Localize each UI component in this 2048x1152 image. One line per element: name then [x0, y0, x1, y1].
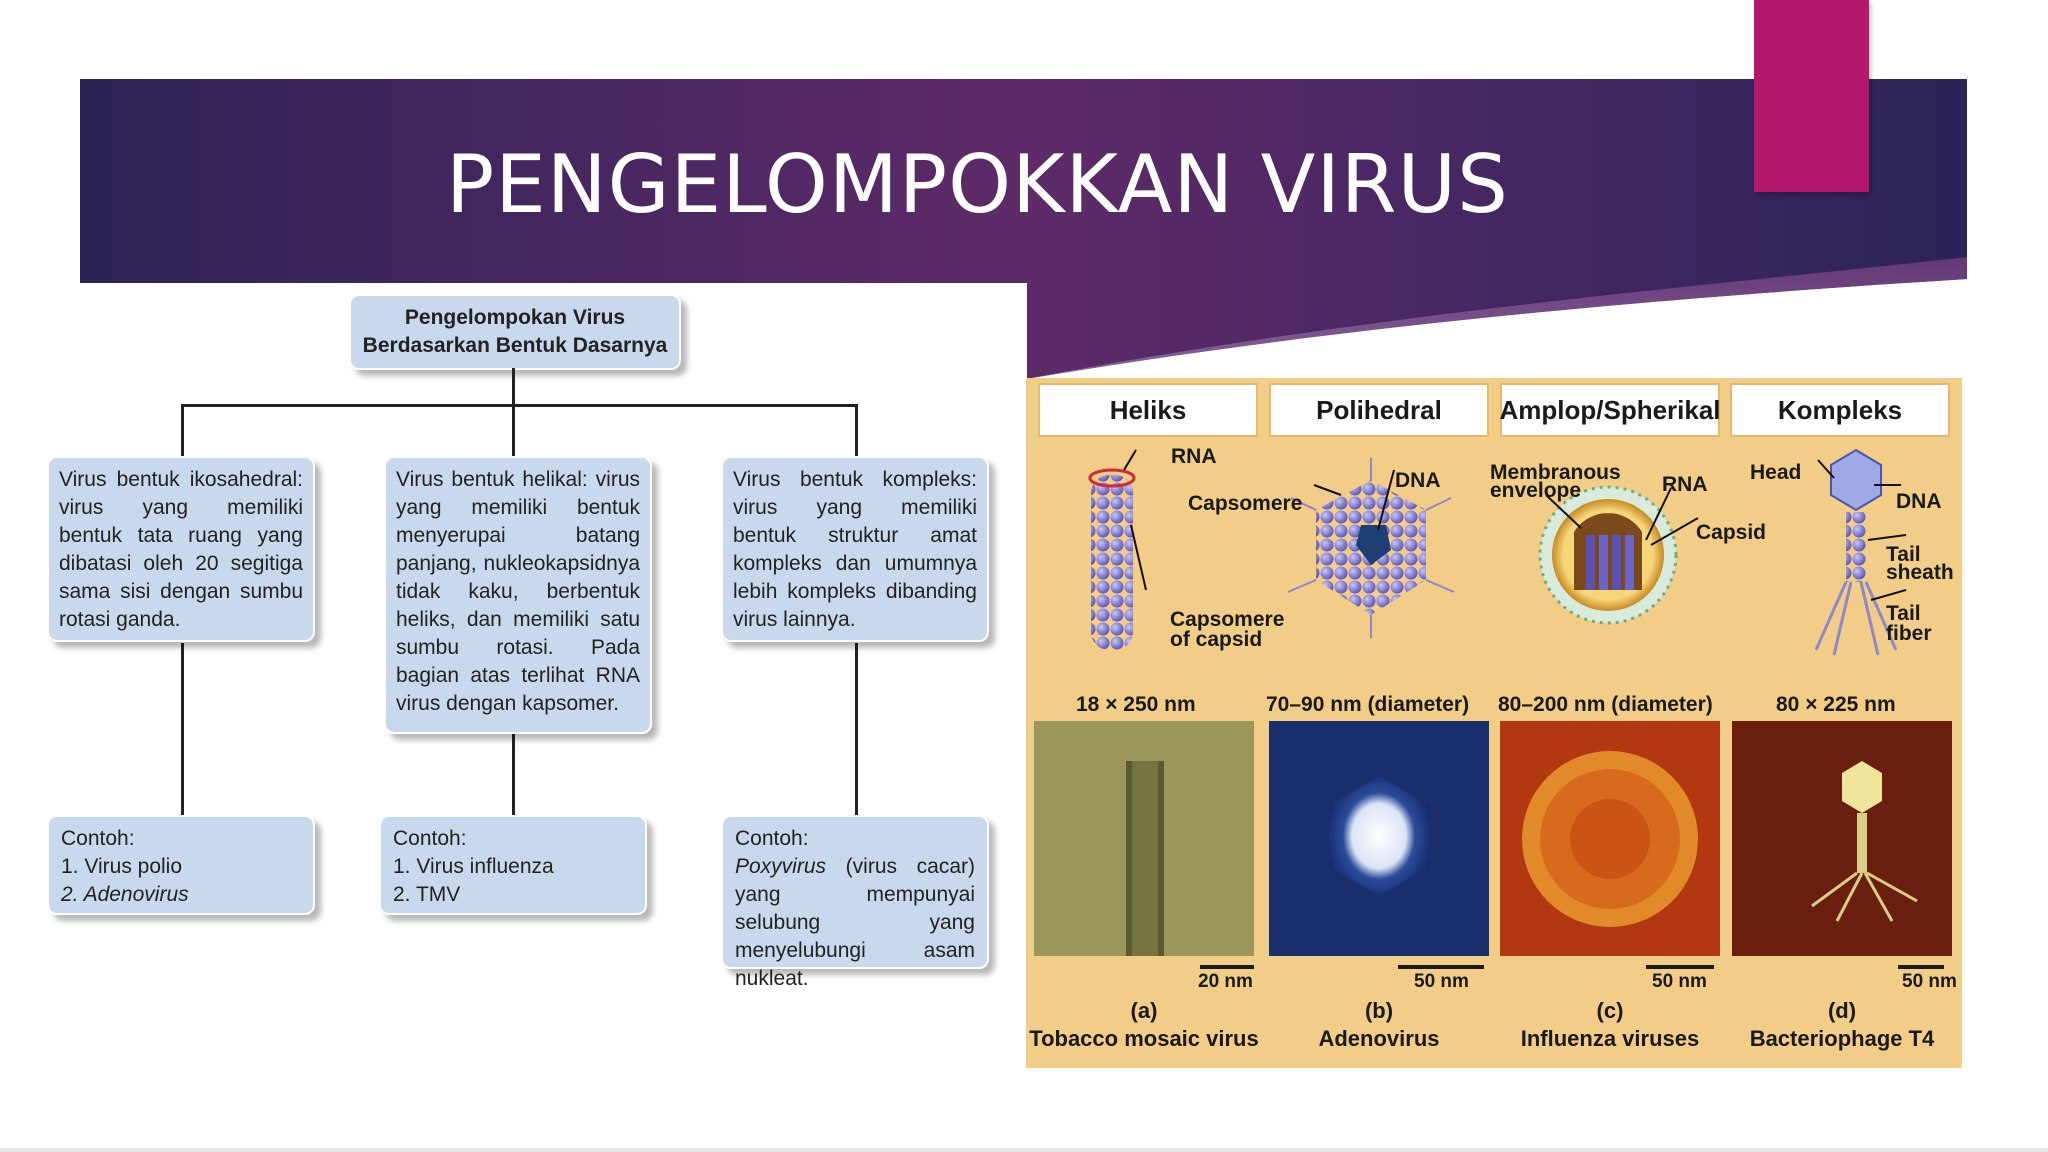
example-item: 1. Virus polio — [61, 855, 183, 878]
scale-d: 50 nm — [1902, 971, 1957, 992]
connector-middle-down — [512, 404, 515, 456]
helical-virus-drawing — [1090, 450, 1146, 650]
micrograph-adenovirus — [1269, 721, 1489, 956]
category-text: Virus bentuk helikal: virus yang memiliki bentuk menyerupai batang panjang, nukleokapsidnya tidak kaku, berbentuk heliks, dan memiliki satu sumbu rotasi. Pada bagian atas terlihat RNA virus dengan kapsomer. — [396, 468, 640, 715]
virus-shapes-figure — [1026, 378, 1962, 1068]
enveloped-virus-drawing — [1540, 487, 1698, 623]
example-italic: Poxyvirus — [735, 855, 827, 878]
label-membranous-2: envelope — [1490, 479, 1582, 502]
category-box-helical — [384, 456, 652, 734]
label-rna-enveloped: RNA — [1662, 473, 1708, 496]
slide-title: PENGELOMPOKKAN VIRUS — [446, 138, 1509, 231]
connector-right-down — [855, 404, 858, 456]
column-header-helix: Heliks — [1038, 383, 1258, 437]
connector-middle-example — [512, 734, 515, 815]
label-membranous-1: Membranous — [1490, 461, 1621, 484]
example-heading: Contoh: — [735, 827, 809, 850]
micrograph-tmv — [1034, 721, 1254, 956]
example-heading: Contoh: — [393, 827, 467, 850]
size-complex: 80 × 225 nm — [1776, 693, 1896, 716]
connector-horizontal — [181, 404, 858, 407]
label-capsomere-of-capsid-2: of capsid — [1170, 628, 1263, 651]
example-box-helical — [379, 815, 647, 915]
caption-c: Influenza viruses — [1520, 1026, 1700, 1051]
label-tail-sheath-1: Tail — [1886, 543, 1921, 566]
connector-left-example — [181, 643, 184, 815]
micrograph-bacteriophage — [1732, 721, 1952, 956]
caption-a: Tobacco mosaic virus — [1029, 1026, 1259, 1051]
label-capsomere: Capsomere — [1188, 492, 1303, 515]
example-box-icosahedral — [47, 815, 315, 915]
panel-letter-a: (a) — [1130, 998, 1158, 1023]
example-box-complex — [721, 815, 989, 990]
caption-b: Adenovirus — [1318, 1026, 1440, 1051]
size-helix: 18 × 250 nm — [1076, 693, 1196, 716]
example-heading: Contoh: — [61, 827, 135, 850]
category-box-icosahedral — [47, 456, 315, 642]
label-capsomere-of-capsid-1: Capsomere — [1170, 608, 1285, 631]
label-dna-phage: DNA — [1896, 490, 1942, 513]
panel-letter-b: (b) — [1364, 998, 1394, 1023]
column-header-enveloped: Amplop/Spherikal — [1500, 383, 1720, 437]
size-polyhedral: 70–90 nm (diameter) — [1266, 693, 1470, 716]
scale-bar-b — [1398, 965, 1484, 969]
root-line-2: Berdasarkan Bentuk Dasarnya — [362, 334, 668, 357]
diagram-root-box — [349, 294, 681, 370]
scale-bar-d — [1898, 965, 1944, 969]
scale-bar-a — [1200, 965, 1254, 969]
scale-a: 20 nm — [1198, 971, 1253, 992]
scale-b: 50 nm — [1414, 971, 1469, 992]
connector-left-down — [181, 404, 184, 456]
label-tail-fiber-2: fiber — [1886, 622, 1932, 645]
column-header-polyhedral: Polihedral — [1269, 383, 1489, 437]
scale-c: 50 nm — [1652, 971, 1707, 992]
label-capsid: Capsid — [1696, 521, 1767, 544]
category-text: Virus bentuk ikosahedral: virus yang memiliki bentuk tata ruang yang dibatasi oleh 20 segitiga sama sisi dengan sumbu rotasi ganda. — [59, 468, 303, 631]
accent-tab — [1754, 0, 1869, 192]
example-item: 1. Virus influenza — [393, 855, 554, 878]
label-head: Head — [1750, 461, 1802, 484]
example-rest: (virus cacar) yang mempunyai selubung yang menyelubungi asam nukleat. — [735, 855, 975, 990]
example-item: 2. Adenovirus — [61, 883, 189, 906]
label-rna-helix: RNA — [1171, 445, 1217, 468]
category-box-complex — [721, 456, 989, 642]
label-tail-fiber-1: Tail — [1886, 602, 1921, 625]
connector-root-down — [512, 368, 515, 406]
label-dna-polyhedral: DNA — [1395, 469, 1441, 492]
example-item: 2. TMV — [393, 883, 461, 906]
panel-letter-c: (c) — [1596, 998, 1624, 1023]
size-enveloped: 80–200 nm (diameter) — [1498, 693, 1713, 716]
scale-bar-c — [1646, 965, 1714, 969]
panel-letter-d: (d) — [1827, 998, 1857, 1023]
bottom-divider — [0, 1148, 2048, 1152]
micrograph-influenza — [1500, 721, 1720, 956]
category-text: Virus bentuk kompleks: virus yang memiliki bentuk struktur amat kompleks dan umumnya lebih kompleks dibanding virus lainnya. — [733, 468, 977, 631]
caption-d: Bacteriophage T4 — [1749, 1026, 1935, 1051]
connector-right-example — [855, 643, 858, 815]
root-line-1: Pengelompokan Virus — [404, 306, 626, 329]
label-tail-sheath-2: sheath — [1886, 561, 1954, 584]
column-header-complex: Kompleks — [1730, 383, 1950, 437]
example-text — [735, 853, 975, 993]
